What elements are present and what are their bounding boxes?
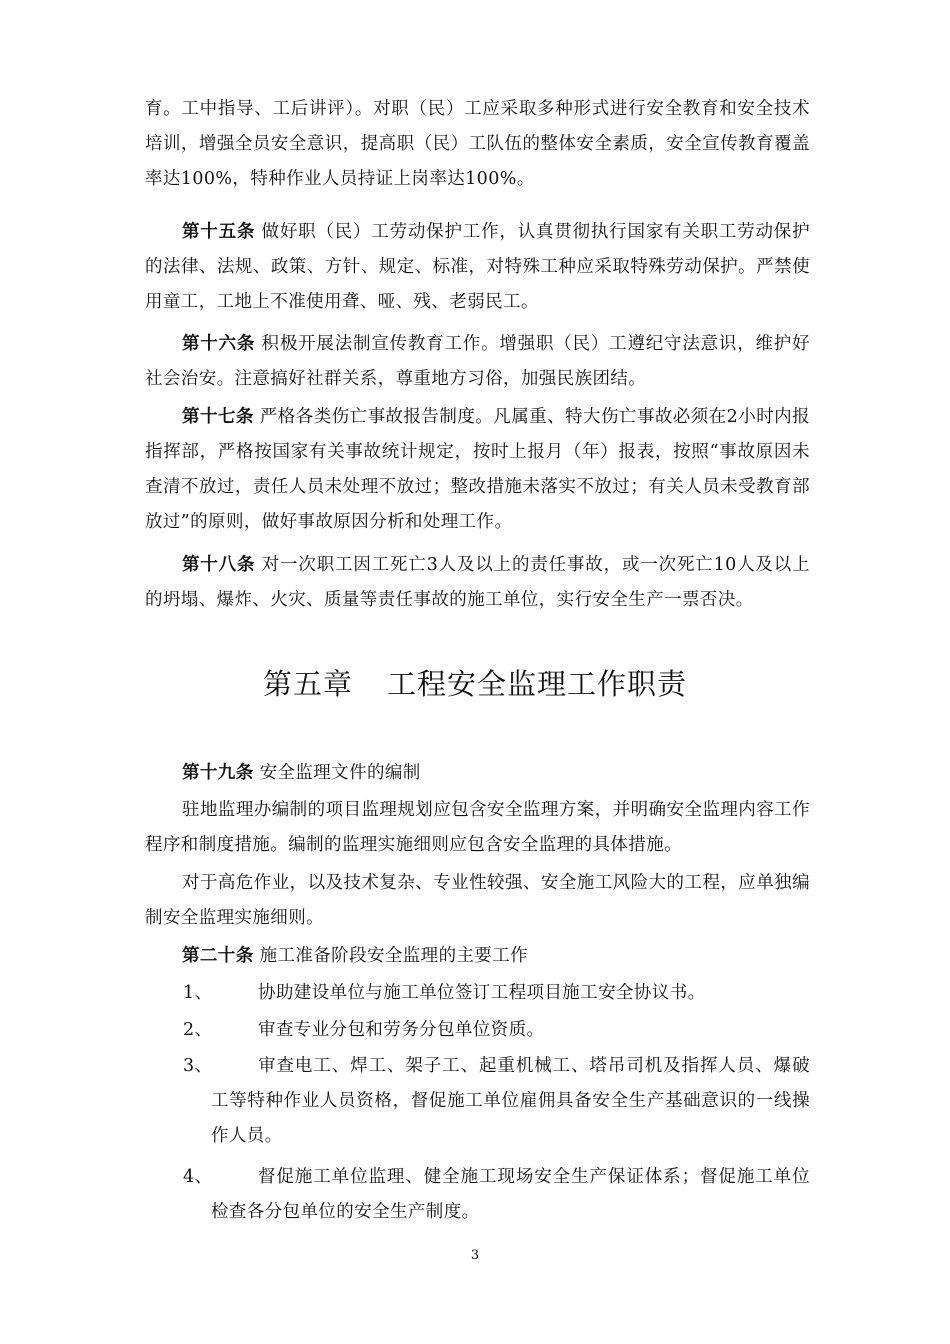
article-15-heading: 第十五条 <box>182 222 256 242</box>
article-16-heading: 第十六条 <box>182 334 256 354</box>
article-17 <box>145 400 810 540</box>
article-20-heading: 第二十条 <box>182 946 254 966</box>
list-item-text: 审查电工、焊工、架子工、起重机械工、塔吊司机及指挥人员、爆破工等特种作业人员资格，督促施工单位雇佣具备安全生产基础意识的一线操作人员。 <box>211 1056 810 1146</box>
list-item-number: 2、 <box>183 1020 213 1040</box>
chapter-number: 第五章 <box>262 667 353 701</box>
list-item-number: 1、 <box>183 983 213 1003</box>
article-19-heading: 第十九条 <box>182 763 254 783</box>
paragraph-continued: 育。工中指导、工后讲评）。对职（民）工应采取多种形式进行安全教育和安全技术培训，增强全员安全意识，提高职（民）工队伍的整体安全素质，安全宣传教育覆盖率达100%，特种作业人员持证上岗率达100%。 <box>145 99 810 189</box>
article-18-heading: 第十八条 <box>182 555 256 575</box>
list-item <box>183 1013 810 1048</box>
page-number: 3 <box>470 1248 480 1263</box>
article-19-text: 安全监理文件的编制 <box>253 763 421 783</box>
article-19-paragraph-2: 对于高危作业，以及技术复杂、专业性较强、安全施工风险大的工程，应单独编制安全监理实施细则。 <box>145 873 810 928</box>
article-20 <box>145 939 810 974</box>
list-item-number: 4、 <box>183 1167 213 1187</box>
article-18-text: 对一次职工因工死亡3人及以上的责任事故，或一次死亡10人及以上的坍塌、爆炸、火灾、质量等责任事故的施工单位，实行安全生产一票否决。 <box>145 555 810 610</box>
list-item-text: 督促施工单位监理、健全施工现场安全生产保证体系；督促施工单位检查各分包单位的安全生产制度。 <box>211 1167 810 1222</box>
article-16-text: 积极开展法制宣传教育工作。增强职（民）工遵纪守法意识，维护好社会治安。注意搞好社群关系，尊重地方习俗，加强民族团结。 <box>145 334 810 389</box>
article-17-text: 严格各类伤亡事故报告制度。凡属重、特大伤亡事故必须在2小时内报指挥部，严格按国家有关事故统计规定，按时上报月（年）报表，按照“事故原因未查清不放过，责任人员未处理不放过；整改措施未落实不放过；有关人员未受教育部放过”的原则，做好事故原因分析和处理工作。 <box>145 407 810 532</box>
article-19-paragraph-1: 驻地监理办编制的项目监理规划应包含安全监理方案，并明确安全监理内容工作程序和制度措施。编制的监理实施细则应包含安全监理的具体措施。 <box>145 800 810 855</box>
article-17-heading: 第十七条 <box>182 407 254 427</box>
chapter-name: 工程安全监理工作职责 <box>387 667 688 701</box>
list-item-text: 协助建设单位与施工单位签订工程项目施工安全协议书。 <box>258 983 706 1003</box>
article-19 <box>145 756 810 791</box>
list-item <box>183 1049 810 1154</box>
article-20-text: 施工准备阶段安全监理的主要工作 <box>253 946 529 966</box>
article-16 <box>145 327 810 397</box>
list-item <box>183 976 810 1011</box>
article-15 <box>145 215 810 320</box>
article-18 <box>145 548 810 618</box>
list-item-text: 审查专业分包和劳务分包单位资质。 <box>258 1020 545 1040</box>
article-15-text: 做好职（民）工劳动保护工作，认真贯彻执行国家有关职工劳动保护的法律、法规、政策、方针、规定、标准，对特殊工种应采取特殊劳动保护。严禁使用童工，工地上不准使用聋、哑、残、老弱民工。 <box>145 222 810 312</box>
chapter-title <box>0 662 950 703</box>
list-item <box>183 1160 810 1230</box>
list-item-number: 3、 <box>183 1056 213 1076</box>
